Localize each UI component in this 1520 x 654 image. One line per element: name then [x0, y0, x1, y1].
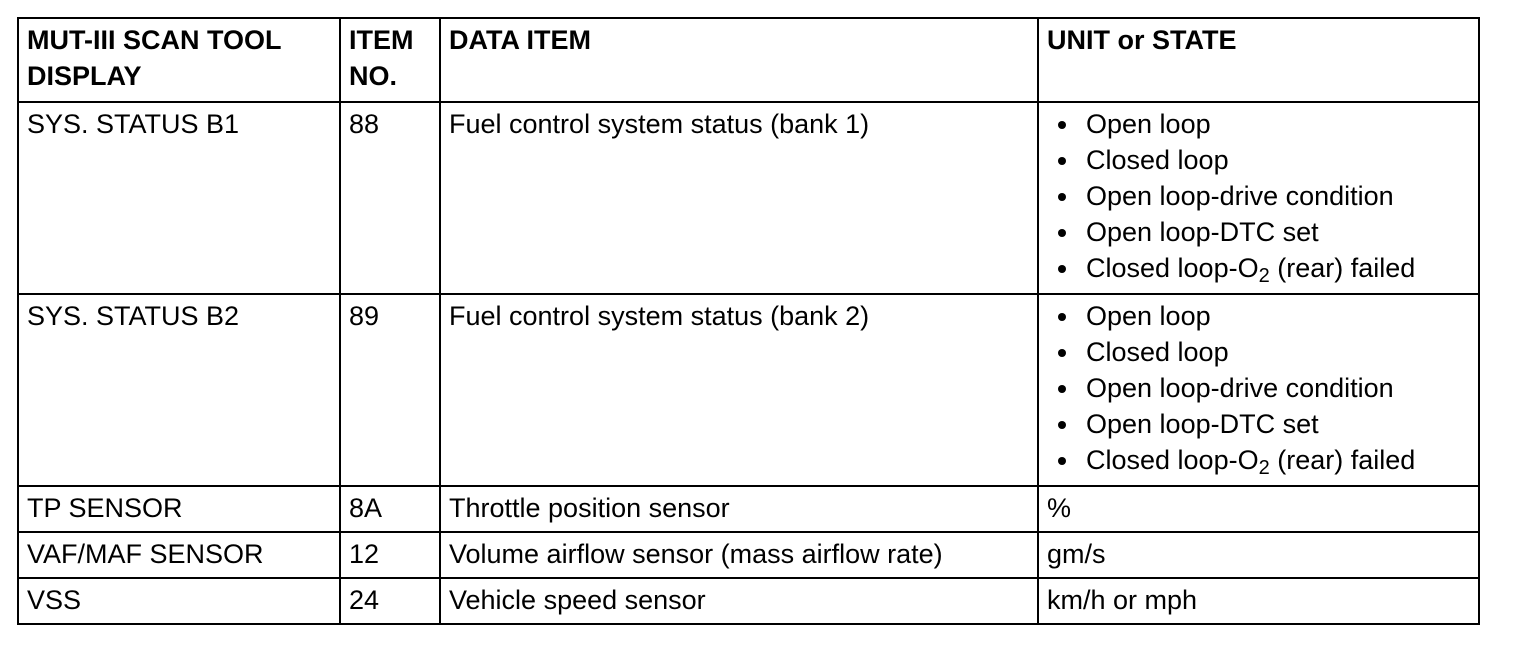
data-table-container: [17, 17, 1480, 625]
state-list: [1047, 298, 1470, 478]
cell-unit-state: [1038, 102, 1479, 294]
cell-unit-state: km/h or mph: [1038, 578, 1479, 624]
state-list: [1047, 106, 1470, 286]
cell-data-item: Fuel control system status (bank 1): [440, 102, 1038, 294]
cell-item-no: 24: [340, 578, 440, 624]
cell-display: VSS: [18, 578, 340, 624]
state-text-pre: Closed loop-O: [1086, 253, 1259, 283]
cell-data-item: Throttle position sensor: [440, 486, 1038, 532]
table-row: [18, 486, 1479, 532]
header-unit-state: UNIT or STATE: [1038, 18, 1479, 102]
cell-item-no: 89: [340, 294, 440, 486]
header-item-no: ITEM NO.: [340, 18, 440, 102]
cell-unit-state: [1038, 294, 1479, 486]
state-text-sub: 2: [1258, 265, 1270, 287]
state-item: Closed loop: [1047, 334, 1470, 370]
state-item: Closed loop: [1047, 142, 1470, 178]
cell-item-no: 8A: [340, 486, 440, 532]
cell-unit-state: gm/s: [1038, 532, 1479, 578]
table-row: [18, 294, 1479, 486]
state-text-post: (rear) failed: [1269, 253, 1416, 283]
cell-data-item: Volume airflow sensor (mass airflow rate): [440, 532, 1038, 578]
state-text-post: (rear) failed: [1269, 445, 1416, 475]
cell-display: VAF/MAF SENSOR: [18, 532, 340, 578]
state-item: [1047, 442, 1470, 478]
cell-display: TP SENSOR: [18, 486, 340, 532]
state-item: Open loop-DTC set: [1047, 406, 1470, 442]
state-item: [1047, 250, 1470, 286]
header-data-item: DATA ITEM: [440, 18, 1038, 102]
cell-item-no: 88: [340, 102, 440, 294]
table-header-row: [18, 18, 1479, 102]
cell-unit-state: %: [1038, 486, 1479, 532]
header-display: MUT-III SCAN TOOL DISPLAY: [18, 18, 340, 102]
state-item: Open loop-drive condition: [1047, 178, 1470, 214]
cell-display: SYS. STATUS B2: [18, 294, 340, 486]
cell-display: SYS. STATUS B1: [18, 102, 340, 294]
state-text-pre: Closed loop-O: [1086, 445, 1259, 475]
state-item: Open loop: [1047, 106, 1470, 142]
state-text-sub: 2: [1258, 457, 1270, 479]
cell-data-item: Fuel control system status (bank 2): [440, 294, 1038, 486]
table-row: [18, 578, 1479, 624]
cell-data-item: Vehicle speed sensor: [440, 578, 1038, 624]
table-row: [18, 532, 1479, 578]
scan-tool-data-table: [17, 17, 1480, 625]
state-item: Open loop-drive condition: [1047, 370, 1470, 406]
table-row: [18, 102, 1479, 294]
cell-item-no: 12: [340, 532, 440, 578]
state-item: Open loop-DTC set: [1047, 214, 1470, 250]
state-item: Open loop: [1047, 298, 1470, 334]
